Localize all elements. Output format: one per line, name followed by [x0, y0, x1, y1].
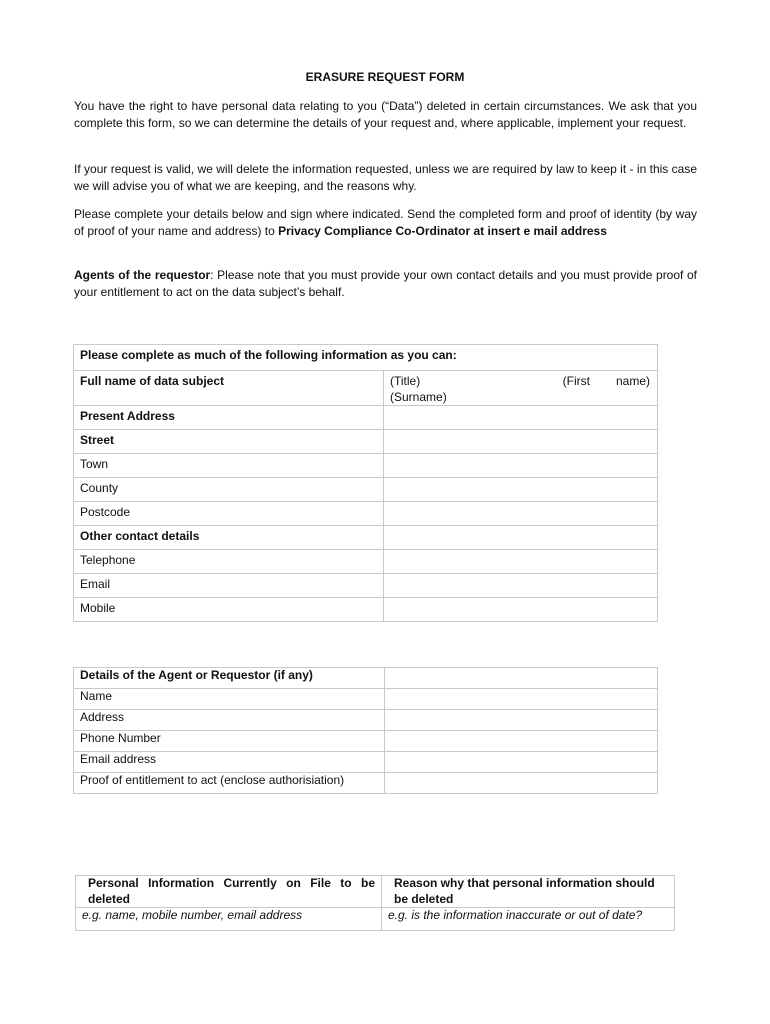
- instructions-text: Please complete your details below and sign where indicated. Send the completed form and proof of identity (by way of proof of your name and address) to: [74, 207, 697, 238]
- agent-details-table: [73, 667, 658, 794]
- present-address-label: Present Address: [74, 406, 384, 430]
- agent-address-field[interactable]: [385, 710, 658, 731]
- email-label: Email: [74, 574, 384, 598]
- agent-table-header: Details of the Agent or Requestor (if any): [74, 668, 385, 689]
- intro-paragraph-instructions: [74, 206, 697, 239]
- agents-text: : Please note that you must provide your own contact details and you must provide proof of your entitlement to act on the data subject’s behalf.: [74, 268, 697, 299]
- information-to-delete-table: [75, 875, 675, 931]
- agent-phone-field[interactable]: [385, 731, 658, 752]
- agent-header-field[interactable]: [385, 668, 658, 689]
- present-address-field[interactable]: [384, 406, 658, 430]
- street-field[interactable]: [384, 430, 658, 454]
- intro-paragraph-rights: You have the right to have personal data relating to you (“Data”) deleted in certain circumstances. We ask that you complete this form, so we can determine the details of your request and, where applicable, implement your request.: [74, 99, 697, 130]
- other-contact-field[interactable]: [384, 526, 658, 550]
- telephone-label: Telephone: [74, 550, 384, 574]
- full-name-label: Full name of data subject: [74, 371, 384, 406]
- agents-paragraph: [74, 267, 697, 300]
- town-field[interactable]: [384, 454, 658, 478]
- agent-proof-field[interactable]: [385, 773, 658, 794]
- info-col2-header: Reason why that personal information should be deleted: [382, 876, 675, 908]
- agent-address-label: Address: [74, 710, 385, 731]
- telephone-field[interactable]: [384, 550, 658, 574]
- first-name-hint: (First: [562, 374, 590, 388]
- title-hint: (Title): [390, 374, 421, 388]
- name-hint: name): [615, 374, 650, 388]
- county-label: County: [74, 478, 384, 502]
- mobile-field[interactable]: [384, 598, 658, 622]
- page-title: ERASURE REQUEST FORM: [305, 70, 465, 84]
- info-col2-example[interactable]: e.g. is the information inaccurate or out of date?: [382, 908, 675, 931]
- info-col1-example[interactable]: e.g. name, mobile number, email address: [76, 908, 382, 931]
- street-label: Street: [74, 430, 384, 454]
- subject-table-header: Please complete as much of the following information as you can:: [74, 345, 658, 371]
- agent-proof-label: Proof of entitlement to act (enclose authorisiation): [74, 773, 385, 794]
- agent-email-label: Email address: [74, 752, 385, 773]
- agent-name-field[interactable]: [385, 689, 658, 710]
- agents-label: Agents of the requestor: [74, 268, 211, 282]
- email-field[interactable]: [384, 574, 658, 598]
- subject-details-table: [73, 344, 658, 622]
- intro-paragraph-validity: If your request is valid, we will delete the information requested, unless we are required by law to keep it - in this case we will advise you of what we are keeping, and the reasons why.: [74, 162, 697, 193]
- postcode-label: Postcode: [74, 502, 384, 526]
- postcode-field[interactable]: [384, 502, 658, 526]
- info-col1-header: Personal Information Currently on File to be deleted: [76, 876, 382, 908]
- county-field[interactable]: [384, 478, 658, 502]
- other-contact-label: Other contact details: [74, 526, 384, 550]
- agent-name-label: Name: [74, 689, 385, 710]
- instructions-contact: Privacy Compliance Co-Ordinator at insert e mail address: [278, 223, 607, 238]
- surname-hint: (Surname): [390, 389, 447, 404]
- agent-email-field[interactable]: [385, 752, 658, 773]
- town-label: Town: [74, 454, 384, 478]
- mobile-label: Mobile: [74, 598, 384, 622]
- agent-phone-label: Phone Number: [74, 731, 385, 752]
- full-name-field[interactable]: [384, 371, 658, 406]
